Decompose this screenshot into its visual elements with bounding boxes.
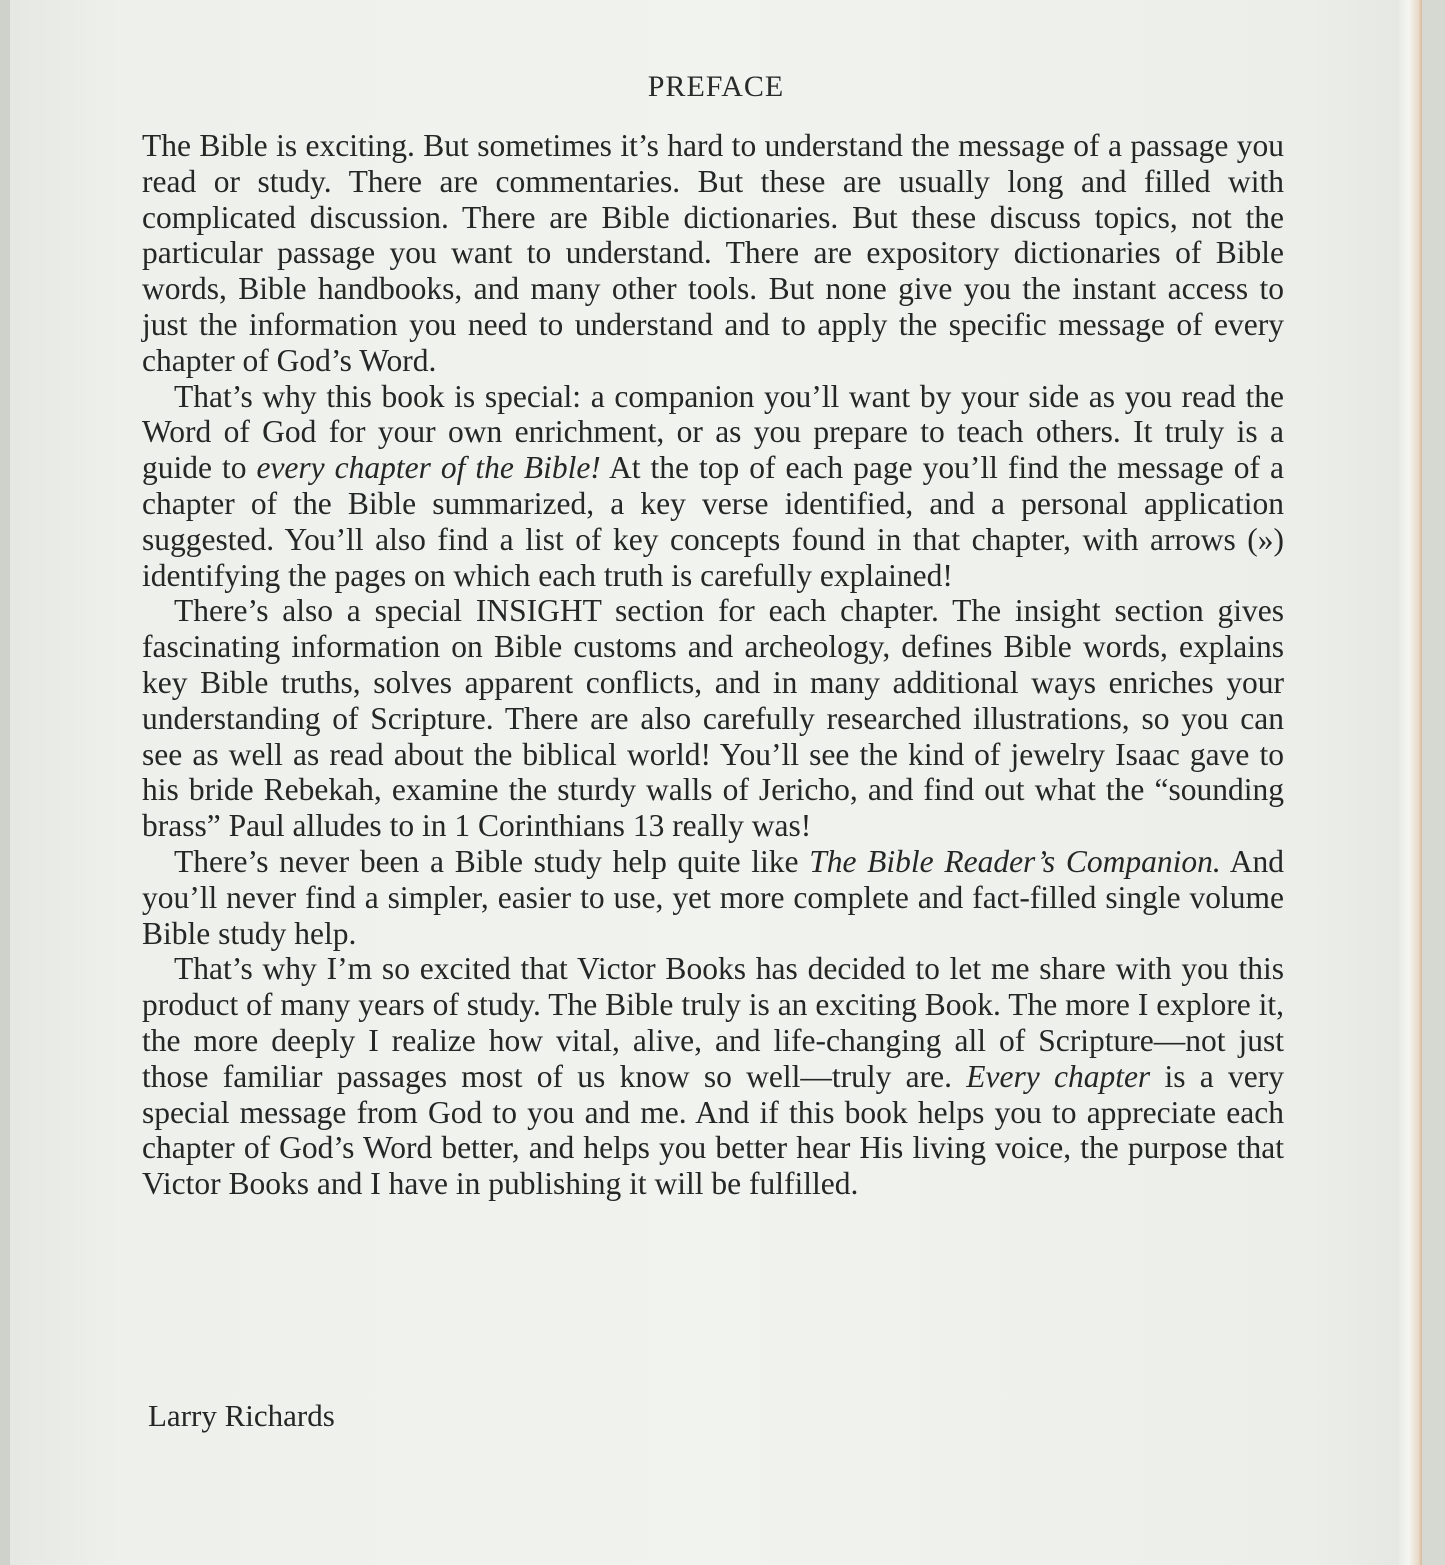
paragraph-2: [142, 379, 1284, 594]
paragraph-1: [142, 128, 1284, 379]
paragraph-4: [142, 844, 1284, 951]
page-edge: [1399, 0, 1422, 1565]
paragraph-3: [142, 593, 1284, 844]
paragraph-3-text: There’s also a special INSIGHT section for each chapter. The insight section gives fascinating information on Bible customs and archeology, defines Bible words, explains key Bible truths, solves apparent conflicts, and in many additional ways enriches your understanding of Scripture. There are also carefully researched illustrations, so you can see as well as read about the biblical world! You’ll see the kind of jewelry Isaac gave to his bride Rebekah, examine the sturdy walls of Jericho, and find out what the “sounding brass” Paul alludes to in 1 Corinthians 13 really was!: [142, 593, 1284, 844]
paragraph-2-text-a: That’s why this book is special: a companion you’ll want by your side as you read the Word of God for your own enrichment, or as you prepare to teach others. It truly is a guide to: [142, 378, 1284, 486]
paragraph-5-text-b: is a very special message from God to you and me. And if this book helps you to appreciate each chapter of God’s Word better, and helps you better hear His living voice, the purpose that Victor Books and I have in publishing it will be fulfilled.: [142, 1058, 1284, 1202]
paragraph-2-italic: every chapter of the Bible!: [256, 450, 601, 486]
paragraph-4-text-a: There’s never been a Bible study help quite like: [174, 843, 810, 879]
author-signature: Larry Richards: [148, 1398, 335, 1433]
paragraph-4-italic: The Bible Reader’s Companion.: [809, 843, 1221, 879]
paragraph-2-text-b: At the top of each page you’ll find the message of a chapter of the Bible summarized, a key verse identified, and a personal application suggested. You’ll also find a list of key concepts found in that chapter, with arrows (») identifying the pages on which each truth is carefully explained!: [142, 450, 1284, 593]
preface-body: [142, 128, 1284, 1202]
paragraph-4-text-b: And you’ll never find a simpler, easier to use, yet more complete and fact-filled single volume Bible study help.: [142, 843, 1284, 951]
page-gutter: [0, 0, 10, 1565]
page-title: PREFACE: [647, 70, 785, 103]
paragraph-5-italic: Every chapter: [966, 1058, 1151, 1094]
paragraph-5-text-a: That’s why I’m so excited that Victor Books has decided to let me share with you this product of many years of study. The Bible truly is an exciting Book. The more I explore it, the more deeply I realize how vital, alive, and life-changing all of Scripture—not just those familiar passages most of us know so well—truly are.: [142, 951, 1284, 1094]
paragraph-1-text: The Bible is exciting. But sometimes it’s hard to understand the message of a passage you read or study. There are commentaries. But these are usually long and filled with complicated discussion. There are Bible dictionaries. But these discuss topics, not the particular passage you want to understand. There are expository dictionaries of Bible words, Bible handbooks, and many other tools. But none give you the instant access to just the information you need to understand and to apply the specific message of every chapter of God’s Word.: [142, 128, 1284, 378]
paragraph-5: [142, 951, 1284, 1202]
